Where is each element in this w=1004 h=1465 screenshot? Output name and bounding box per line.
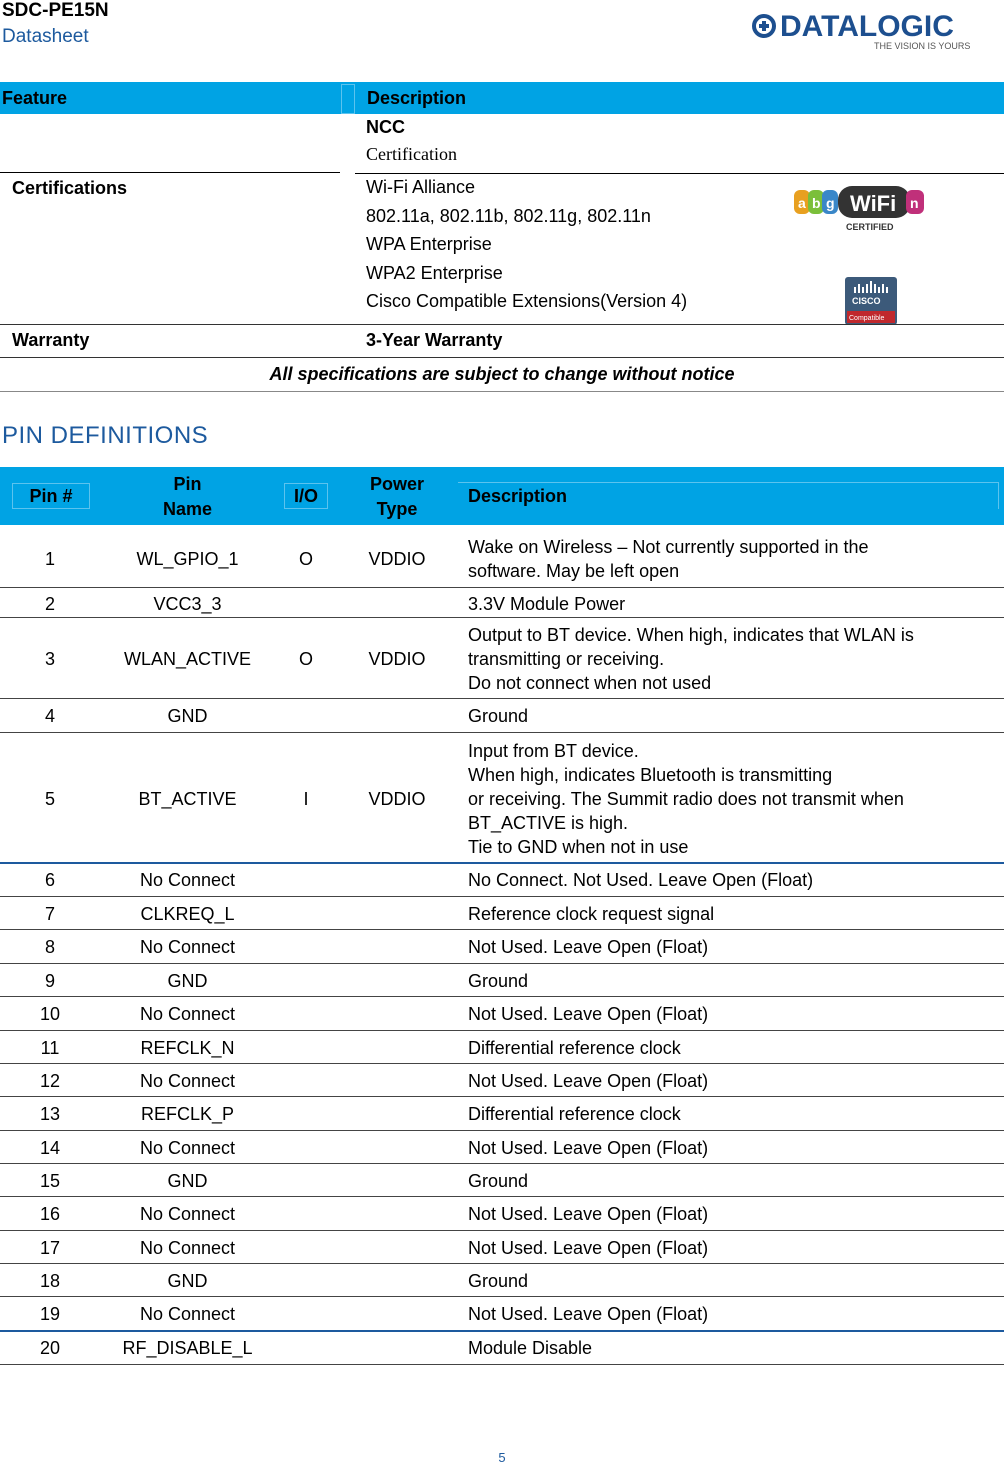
cert-line: Cisco Compatible Extensions(Version 4) [366, 291, 688, 311]
pin-description-line: Not Used. Leave Open (Float) [468, 1237, 709, 1258]
pin-name: BT_ACTIVE [138, 788, 237, 809]
pin-number: 3 [44, 649, 55, 669]
logo-wordmark: DATALOGIC [780, 10, 954, 43]
pin-io: O [298, 649, 313, 669]
row-divider [0, 1330, 1004, 1332]
pin-name: No Connect [139, 1304, 236, 1324]
row-divider [0, 1364, 1004, 1365]
datalogic-logo [752, 4, 982, 52]
pin-number: 13 [39, 1104, 61, 1124]
page-number: 5 [498, 1450, 506, 1465]
row-divider [0, 1163, 1004, 1164]
pin-number-header: Pin # [12, 483, 90, 509]
pin-number: 16 [39, 1204, 61, 1224]
pin-description-line: Differential reference clock [468, 1104, 681, 1124]
cisco-compatible-logo [845, 277, 897, 325]
pin-io: O [298, 548, 313, 569]
pin-description-line: No Connect. Not Used. Leave Open (Float) [468, 870, 814, 890]
pin-description-line: Do not connect when not used [468, 673, 712, 693]
row-divider [0, 996, 1004, 997]
row-divider [0, 587, 1004, 588]
document-title: SDC-PE15N [2, 0, 109, 21]
warranty-label: Warranty [12, 330, 90, 350]
pin-description-line: Not Used. Leave Open (Float) [468, 1070, 709, 1091]
pin-power-type: VDDIO [368, 788, 426, 809]
cert-line: WPA Enterprise [366, 234, 492, 254]
row-divider [0, 862, 1004, 864]
pin-name: No Connect [139, 1137, 236, 1158]
wifi-certified: CERTIFIED [846, 222, 894, 232]
row-divider [0, 1130, 1004, 1131]
row-divider [0, 1296, 1004, 1297]
header-frame [458, 482, 999, 509]
wifi-letter-n: n [910, 195, 919, 211]
pin-description-line: software. May be left open [468, 560, 680, 581]
wifi-word: WiFi [850, 191, 897, 216]
divider [0, 357, 1004, 358]
row-divider [0, 1096, 1004, 1097]
row-divider [0, 896, 1004, 897]
pin-number: 11 [40, 1037, 60, 1058]
pin-name: No Connect [139, 1204, 236, 1224]
pin-description-line: Not Used. Leave Open (Float) [468, 1204, 709, 1224]
row-divider [0, 1063, 1004, 1064]
pin-name: GND [167, 706, 208, 726]
pin-description-line: Ground [468, 970, 529, 991]
pin-description-line: Input from BT device. [468, 740, 639, 761]
pin-number: 20 [39, 1338, 61, 1358]
pin-description-line: Not Used. Leave Open (Float) [468, 1137, 709, 1158]
power-type-header-line2: Type [376, 499, 418, 519]
pin-name: No Connect [139, 1004, 236, 1024]
pin-description-line: transmitting or receiving. [468, 649, 665, 669]
pin-number: 18 [39, 1270, 61, 1291]
pin-description-line: Output to BT device. When high, indicates that WLAN is [468, 625, 914, 645]
cisco-compatible-tag: Compatible [849, 315, 885, 322]
pin-number: 6 [44, 870, 55, 890]
pin-description-line: Reference clock request signal [468, 903, 715, 924]
divider [0, 324, 1004, 325]
row-divider [0, 963, 1004, 964]
row-divider [0, 1196, 1004, 1197]
pin-number: 19 [39, 1304, 61, 1324]
cert-line: WPA2 Enterprise [366, 263, 503, 283]
spec-notice: All specifications are subject to change without notice [269, 364, 735, 384]
divider [0, 172, 340, 173]
row-divider [0, 617, 1004, 618]
pin-number: 2 [44, 593, 55, 614]
wifi-letter-a: a [798, 195, 806, 211]
document-subtitle: Datasheet [2, 26, 89, 47]
divider [0, 391, 1004, 392]
pin-number: 17 [39, 1237, 61, 1258]
pin-name: No Connect [139, 937, 236, 957]
pin-description-line: Wake on Wireless – Not currently supported in the [468, 536, 869, 557]
feature-column-header: Feature [2, 88, 68, 108]
pin-description-line: or receiving. The Summit radio does not transmit when [468, 788, 904, 809]
pin-name: WLAN_ACTIVE [123, 649, 252, 669]
pin-name-header-line2: Name [162, 499, 213, 519]
row-divider [0, 929, 1004, 930]
pin-name: REFCLK_N [140, 1037, 235, 1058]
row-divider [0, 698, 1004, 699]
pin-power-type: VDDIO [368, 548, 426, 569]
pin-name: GND [167, 1170, 208, 1191]
description-header: Description [468, 486, 568, 506]
pin-name: GND [167, 970, 208, 991]
pin-name: No Connect [139, 1070, 236, 1091]
pin-number: 9 [44, 970, 55, 991]
pin-number: 5 [44, 788, 55, 809]
logo-tagline: THE VISION IS YOURS [874, 41, 971, 51]
pin-name: WL_GPIO_1 [136, 548, 239, 569]
cert-line: 802.11a, 802.11b, 802.11g, 802.11n [366, 206, 651, 226]
certifications-label: Certifications [12, 178, 128, 198]
pin-description-line: BT_ACTIVE is high. [468, 812, 629, 833]
pin-description-line: Module Disable [468, 1338, 593, 1358]
description-column-header: Description [367, 88, 467, 108]
section-title: PIN DEFINITIONS [2, 422, 209, 449]
pin-number: 8 [44, 937, 55, 957]
header-divider [341, 84, 355, 114]
pin-description-line: When high, indicates Bluetooth is transmitting [468, 764, 833, 785]
pin-number: 1 [44, 548, 55, 569]
feature-table-header [0, 82, 1004, 114]
cisco-word: CISCO [852, 296, 881, 306]
pin-power-type: VDDIO [368, 649, 426, 669]
pin-name: GND [167, 1270, 208, 1291]
pin-description-line: Not Used. Leave Open (Float) [468, 1004, 709, 1024]
pin-description-line: Differential reference clock [468, 1037, 681, 1058]
row-divider [0, 1263, 1004, 1264]
row-divider [0, 732, 1004, 733]
pin-name: No Connect [139, 1237, 236, 1258]
row-divider [0, 1030, 1004, 1031]
divider [355, 173, 1004, 174]
pin-description-line: Not Used. Leave Open (Float) [468, 937, 709, 957]
pin-number: 12 [39, 1070, 61, 1091]
pin-number: 15 [39, 1170, 61, 1191]
pin-name: CLKREQ_L [140, 903, 235, 924]
pin-number: 10 [39, 1004, 61, 1024]
ncc-label: NCC [366, 117, 405, 137]
pin-number: 7 [44, 903, 55, 924]
pin-description-line: Ground [468, 1270, 529, 1291]
pin-description-line: Ground [468, 1170, 529, 1191]
cert-line: Wi-Fi Alliance [366, 177, 476, 197]
pin-name: REFCLK_P [140, 1104, 235, 1124]
pin-name-header-line1: Pin [173, 474, 202, 494]
pin-number: 14 [39, 1137, 61, 1158]
pin-number: 4 [44, 706, 55, 726]
pin-description-line: Ground [468, 706, 529, 726]
ncc-certification: Certification [366, 144, 457, 164]
row-divider [0, 1230, 1004, 1231]
pin-io: I [303, 788, 309, 809]
pin-name: RF_DISABLE_L [122, 1338, 253, 1358]
wifi-certified-logo [792, 184, 927, 234]
power-type-header-line1: Power [369, 474, 425, 494]
pin-name: No Connect [139, 870, 236, 890]
pin-description-line: Not Used. Leave Open (Float) [468, 1304, 709, 1324]
io-header: I/O [284, 483, 328, 509]
pin-description-line: 3.3V Module Power [468, 593, 626, 614]
wifi-letter-g: g [826, 195, 835, 211]
pin-description-line: Tie to GND when not in use [468, 836, 689, 857]
pin-table-header [0, 467, 1004, 525]
wifi-letter-b: b [812, 195, 821, 211]
warranty-value: 3-Year Warranty [366, 330, 503, 350]
pin-name: VCC3_3 [153, 593, 222, 614]
